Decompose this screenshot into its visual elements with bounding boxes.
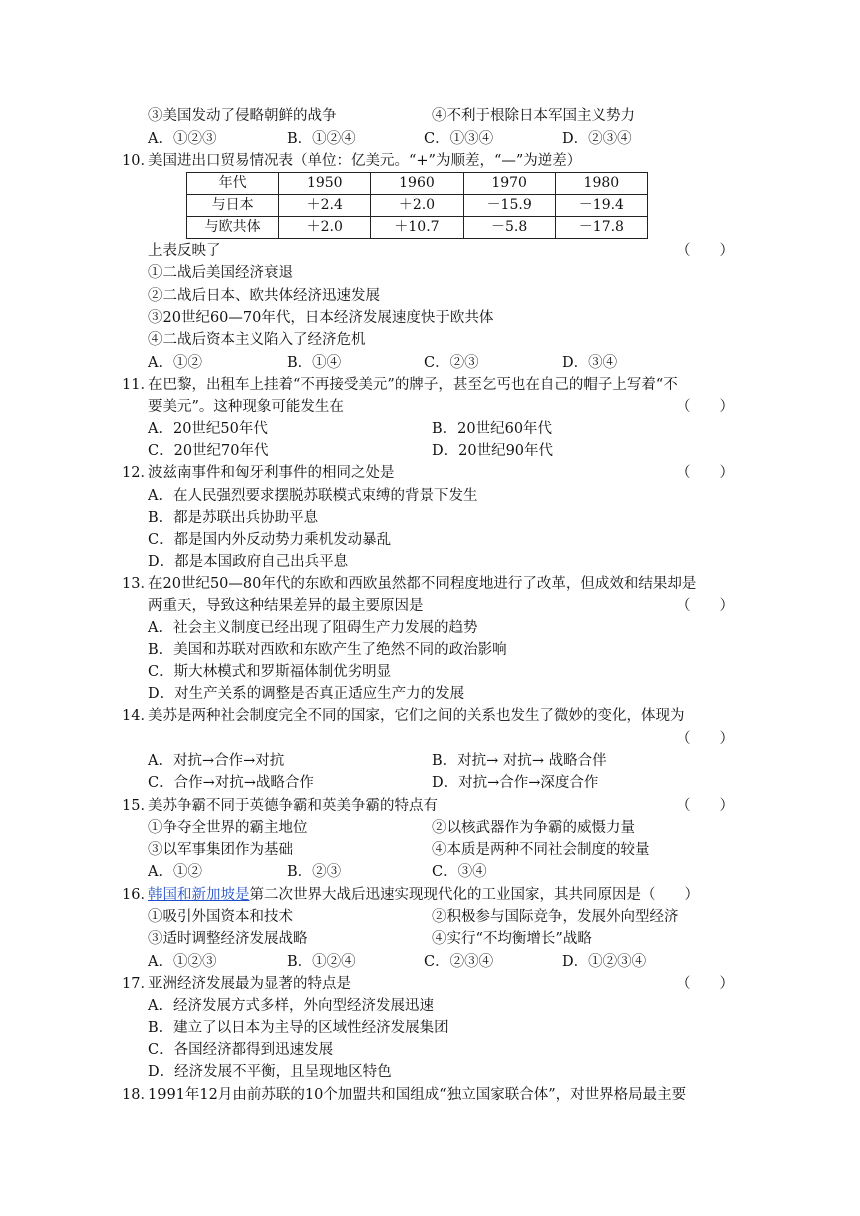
q10-option-4: ④二战后资本主义陷入了经济危机 [148,332,366,348]
q11-choice-b: B．20世纪60年代 [432,421,553,437]
q18-stem: 1991年12月由前苏联的10个加盟共和国组成“独立国家联合体”，对世界格局最主要 [148,1087,687,1103]
q15-choice-b: B．②③ [287,864,342,880]
q11-choice-d: D．20世纪90年代 [432,443,554,459]
q17-stem: 亚洲经济发展最为显著的特点是 [148,976,351,992]
table-header-cell: 1980 [555,173,647,195]
q10-option-3: ③20世纪60—70年代，日本经济发展速度快于欧共体 [148,310,494,326]
table-header-cell: 1970 [463,173,555,195]
q16-option-3: ③适时调整经济发展战略 [148,931,308,947]
q10-lead: 上表反映了 [148,243,221,259]
q17-choice-c: C．各国经济都得到迅速发展 [148,1042,334,1058]
q15-option-2: ②以核武器作为争霸的威慑力量 [432,820,635,836]
q11-answer-paren: （ ） [676,399,734,415]
q16-choice-c: C．②③④ [424,954,494,970]
q16-stem [148,885,699,905]
q11-stem-line2: 要美元”。这种现象可能发生在 [148,399,344,415]
q16-choice-b: B．①②④ [287,954,356,970]
q14-choice-b: B．对抗→ 对抗→ 战略合伴 [432,753,607,769]
table-cell: ＋2.4 [279,195,371,217]
q17-choice-d: D．经济发展不平衡，且呈现地区特色 [148,1064,392,1080]
q12-answer-paren: （ ） [676,465,734,481]
q16-stem-rest: 第二次世界大战后迅速实现现代化的工业国家，其共同原因是（ ） [249,887,699,903]
q15-option-3: ③以军事集团作为基础 [148,842,293,858]
q12-choice-c: C．都是国内外反动势力乘机发动暴乱 [148,532,392,548]
q12-choice-b: B．都是苏联出兵协助平息 [148,510,319,526]
q11-number: 11． [122,377,155,393]
q16-option-1: ①吸引外国资本和技术 [148,909,293,925]
q13-number: 13． [122,576,155,592]
table-cell: －5.8 [463,217,555,239]
q15-choice-a: A．①② [148,864,202,880]
q16-stem-link[interactable]: 韩国和新加坡是 [148,887,250,903]
table-cell: 与日本 [187,195,279,217]
q15-stem: 美苏争霸不同于英德争霸和英美争霸的特点有 [148,798,438,814]
table-cell: －17.8 [555,217,647,239]
q14-choice-c: C．合作→对抗→战略合作 [148,775,314,791]
q12-number: 12． [122,465,155,481]
q16-choice-a: A．①②③ [148,954,217,970]
q10-number: 10． [122,153,155,169]
q17-choice-a: A．经济发展方式多样，外向型经济发展迅速 [148,998,434,1014]
q10-choice-c: C．②③ [424,355,479,371]
q15-answer-paren: （ ） [676,798,734,814]
table-header-cell: 1950 [279,173,371,195]
table-cell: －19.4 [555,195,647,217]
table-cell: 与欧共体 [187,217,279,239]
q17-answer-paren: （ ） [676,976,734,992]
q9-choice-b: B．①②④ [287,131,356,147]
q10-choice-a: A．①② [148,355,202,371]
table-row [187,217,648,239]
q15-choice-c: C．③④ [432,864,487,880]
q12-stem: 波兹南事件和匈牙利事件的相同之处是 [148,465,395,481]
q16-number: 16． [122,887,155,903]
q14-number: 14． [122,708,155,724]
q12-choice-a: A．在人民强烈要求摆脱苏联模式束缚的背景下发生 [148,488,478,504]
q13-choice-c: C．斯大林模式和罗斯福体制优劣明显 [148,664,392,680]
q14-choice-d: D．对抗→合作→深度合作 [432,775,599,791]
table-cell: ＋10.7 [371,217,463,239]
q13-choice-b: B．美国和苏联对西欧和东欧产生了绝然不同的政治影响 [148,642,507,658]
q9-choice-a: A．①②③ [148,131,217,147]
table-header-cell: 1960 [371,173,463,195]
q11-choice-c: C．20世纪70年代 [148,443,269,459]
table-cell: ＋2.0 [279,217,371,239]
q13-answer-paren: （ ） [676,598,734,614]
q15-option-4: ④本质是两种不同社会制度的较量 [432,842,650,858]
table-cell: ＋2.0 [371,195,463,217]
q14-choice-a: A．对抗→合作→对抗 [148,753,285,769]
q14-stem: 美苏是两种社会制度完全不同的国家，它们之间的关系也发生了微妙的变化，体现为 [148,708,685,724]
q10-answer-paren: （ ） [676,243,734,259]
trade-table [186,172,648,239]
q13-stem-line2: 两重天，导致这种结果差异的最主要原因是 [148,598,424,614]
q17-number: 17． [122,976,155,992]
q9-option-4: ④不利于根除日本军国主义势力 [432,108,635,124]
q14-answer-paren: （ ） [676,731,734,747]
q10-stem: 美国进出口贸易情况表（单位：亿美元。“+”为顺差，“—”为逆差） [148,153,582,169]
q16-choice-d: D．①②③④ [562,954,647,970]
table-cell: －15.9 [463,195,555,217]
q11-stem-line1: 在巴黎，出租车上挂着“不再接受美元”的牌子，甚至乞丐也在自己的帽子上写着“不 [148,377,678,393]
q9-choice-c: C．①③④ [424,131,494,147]
q10-option-1: ①二战后美国经济衰退 [148,265,293,281]
q9-option-3: ③美国发动了侵略朝鲜的战争 [148,108,337,124]
q13-choice-a: A．社会主义制度已经出现了阻碍生产力发展的趋势 [148,620,478,636]
q15-number: 15． [122,798,155,814]
q16-option-4: ④实行“不均衡增长”战略 [432,931,592,947]
table-header-cell: 年代 [187,173,279,195]
q10-choice-d: D．③④ [562,355,618,371]
q12-choice-d: D．都是本国政府自己出兵平息 [148,554,349,570]
table-row [187,195,648,217]
q10-option-2: ②二战后日本、欧共体经济迅速发展 [148,288,380,304]
q10-choice-b: B．①④ [287,355,342,371]
q9-choice-d: D．②③④ [562,131,632,147]
q18-number: 18． [122,1087,155,1103]
q16-option-2: ②积极参与国际竞争，发展外向型经济 [432,909,679,925]
q13-choice-d: D．对生产关系的调整是否真正适应生产力的发展 [148,686,465,702]
q11-choice-a: A．20世纪50年代 [148,421,268,437]
q15-option-1: ①争夺全世界的霸主地位 [148,820,308,836]
q17-choice-b: B．建立了以日本为主导的区域性经济发展集团 [148,1020,449,1036]
table-header-row [187,173,648,195]
q13-stem-line1: 在20世纪50—80年代的东欧和西欧虽然都不同程度地进行了改革，但成效和结果却是 [148,576,697,592]
